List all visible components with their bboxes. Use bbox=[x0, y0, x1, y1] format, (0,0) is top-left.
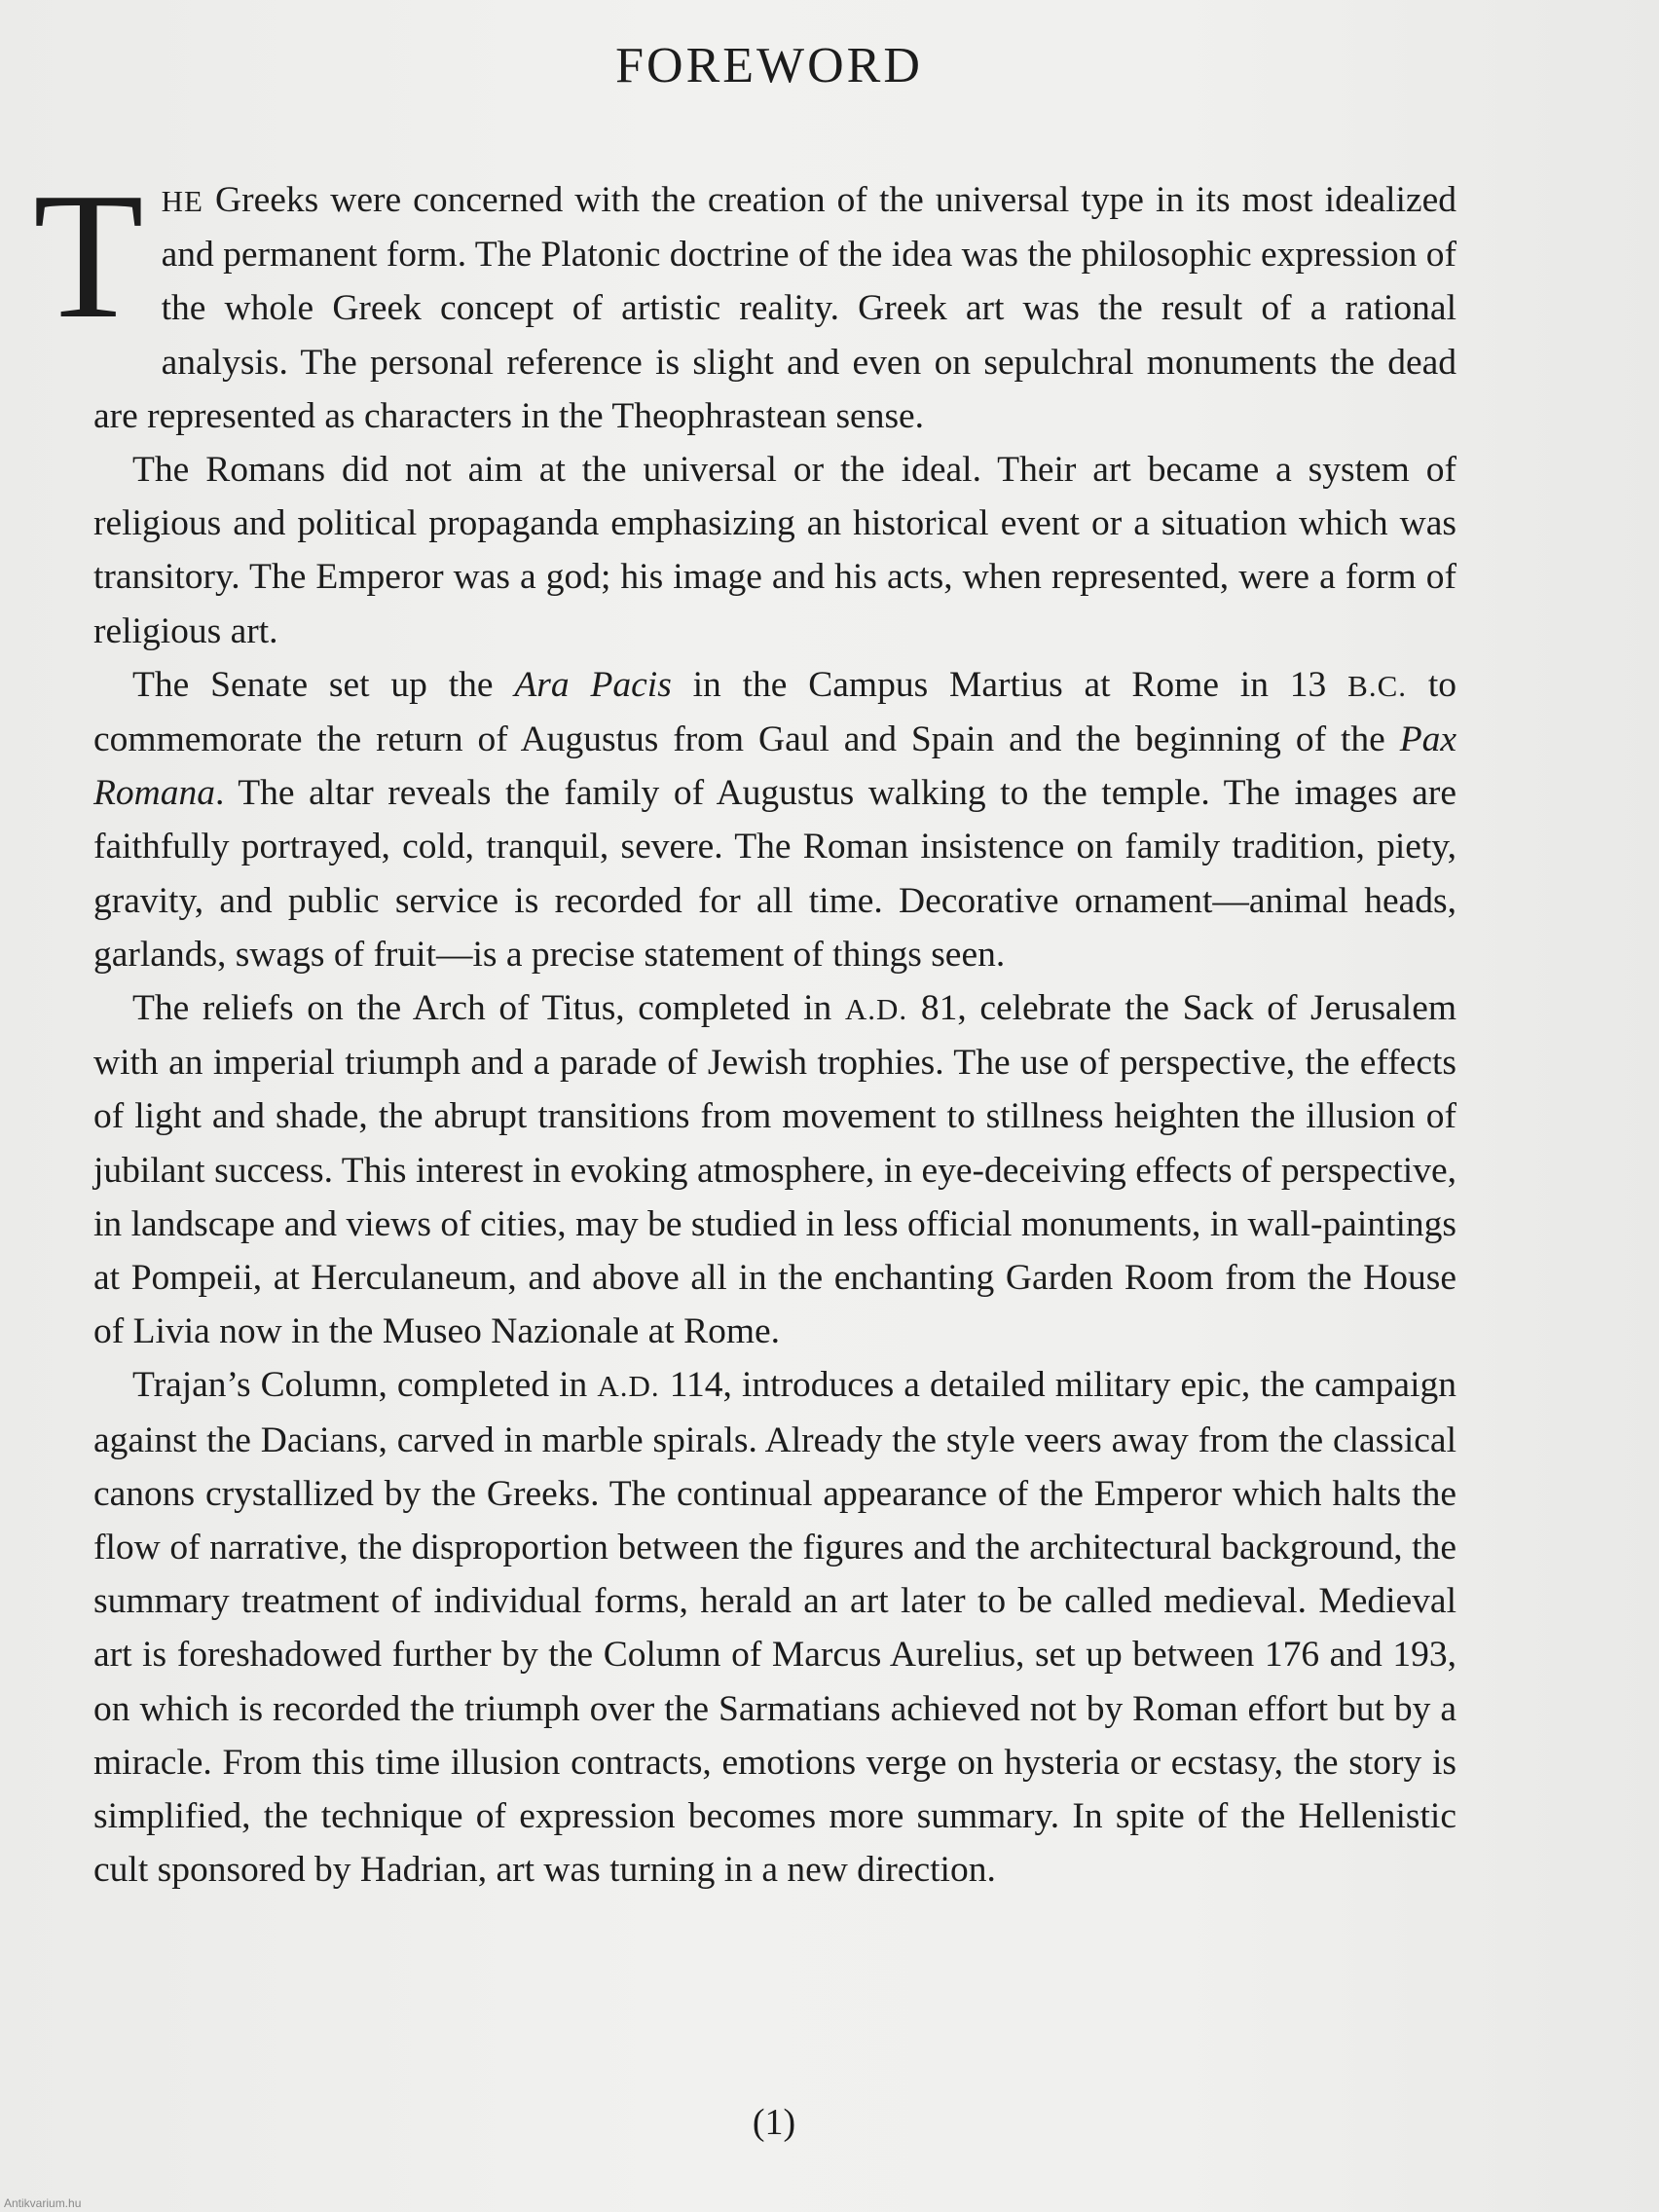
paragraph-3-text-b: in the Campus Martius at Rome in 13 bbox=[671, 664, 1348, 705]
page-title: FOREWORD bbox=[615, 38, 923, 93]
paragraph-2 bbox=[93, 443, 1456, 658]
paragraph-5-text-a: Trajan’s Column, completed in bbox=[132, 1365, 598, 1406]
ad-abbrev: A.D. bbox=[844, 992, 908, 1027]
paragraph-1-text: Greeks were concerned with the creation of the universal type in its most idealized and permanent form. The Platonic doctrine of the idea was the philosophic expression of the whole Greek concept of artistic reality. Greek art was the result of a rational analysis. The personal reference is slight and even on sepulchral monuments the dead are represented as characters in the Theophrastean sense. bbox=[93, 180, 1456, 436]
paragraph-4 bbox=[93, 981, 1456, 1358]
paragraph-3-text-a: The Senate set up the bbox=[132, 664, 515, 705]
paragraph-2-text: The Romans did not aim at the universal or the ideal. Their art became a system of religious and political propaganda emphasizing an historical event or a situation which was transitory. The Emperor was a god; his image and his acts, when represented, were a form of religious art. bbox=[93, 450, 1456, 651]
paragraph-5 bbox=[93, 1358, 1456, 1897]
pax-romana-italic: Pax Romana bbox=[93, 719, 1456, 814]
paragraph-3-text-c: to commemorate the return of Augustus from Gaul and Spain and the beginning of the bbox=[93, 664, 1456, 760]
lead-word: HE bbox=[161, 184, 203, 218]
paragraph-3-text-d: . The altar reveals the family of Augustus walking to the temple. The images are faithfully portrayed, cold, tranquil, severe. The Roman insistence on family tradition, piety, gravity, and public service is recorded for all time. Decorative ornament—animal heads, garlands, swags of fruit—is a precise statement of things seen. bbox=[93, 773, 1456, 975]
paragraph-5-text-b: 114, introduces a detailed military epic, the campaign against the Dacians, carved in marble spirals. Already the style veers away from the classical canons crystallized by the Greeks. The continual appearance of the Emperor which halts the flow of narrative, the disproportion between the figures and the architectural background, the summary treatment of individual forms, herald an art later to be called medieval. Medieval art is foreshadowed further by the Column of Marcus Aurelius, set up between 176 and 193, on which is recorded the triumph over the Sarmatians achieved not by Roman effort but by a miracle. From this time illusion contracts, emotions verge on hysteria or ecstasy, the story is simplified, the technique of expression becomes more summary. In spite of the Hellenistic cult sponsored by Hadrian, art was turning in a new direction. bbox=[93, 1365, 1456, 1891]
body-text bbox=[33, 156, 1457, 1898]
paragraph-1 bbox=[33, 156, 1456, 443]
bc-abbrev: B.C. bbox=[1347, 668, 1407, 703]
paragraph-4-text-b: 81, celebrate the Sack of Jerusalem with an imperial triumph and a parade of Jewish trophies. The use of perspective, the effects of light and shade, the abrupt transitions from movement to stillness heighten the illusion of jubilant success. This interest in evoking atmosphere, in eye-deceiving effects of perspective, in landscape and views of cities, may be studied in less official monuments, in wall-paintings at Pompeii, at Herculaneum, and above all in the enchanting Garden Room from the House of Livia now in the Museo Nazionale at Rome. bbox=[93, 988, 1457, 1352]
drop-cap: T bbox=[33, 156, 144, 356]
page-number: (1) bbox=[752, 2102, 796, 2143]
paragraph-4-text-a: The reliefs on the Arch of Titus, completed in bbox=[132, 988, 845, 1029]
ara-pacis-italic: Ara Pacis bbox=[514, 664, 672, 705]
watermark: Antikvarium.hu bbox=[4, 2196, 82, 2210]
ad-abbrev: A.D. bbox=[597, 1369, 660, 1404]
paragraph-3 bbox=[93, 658, 1456, 981]
